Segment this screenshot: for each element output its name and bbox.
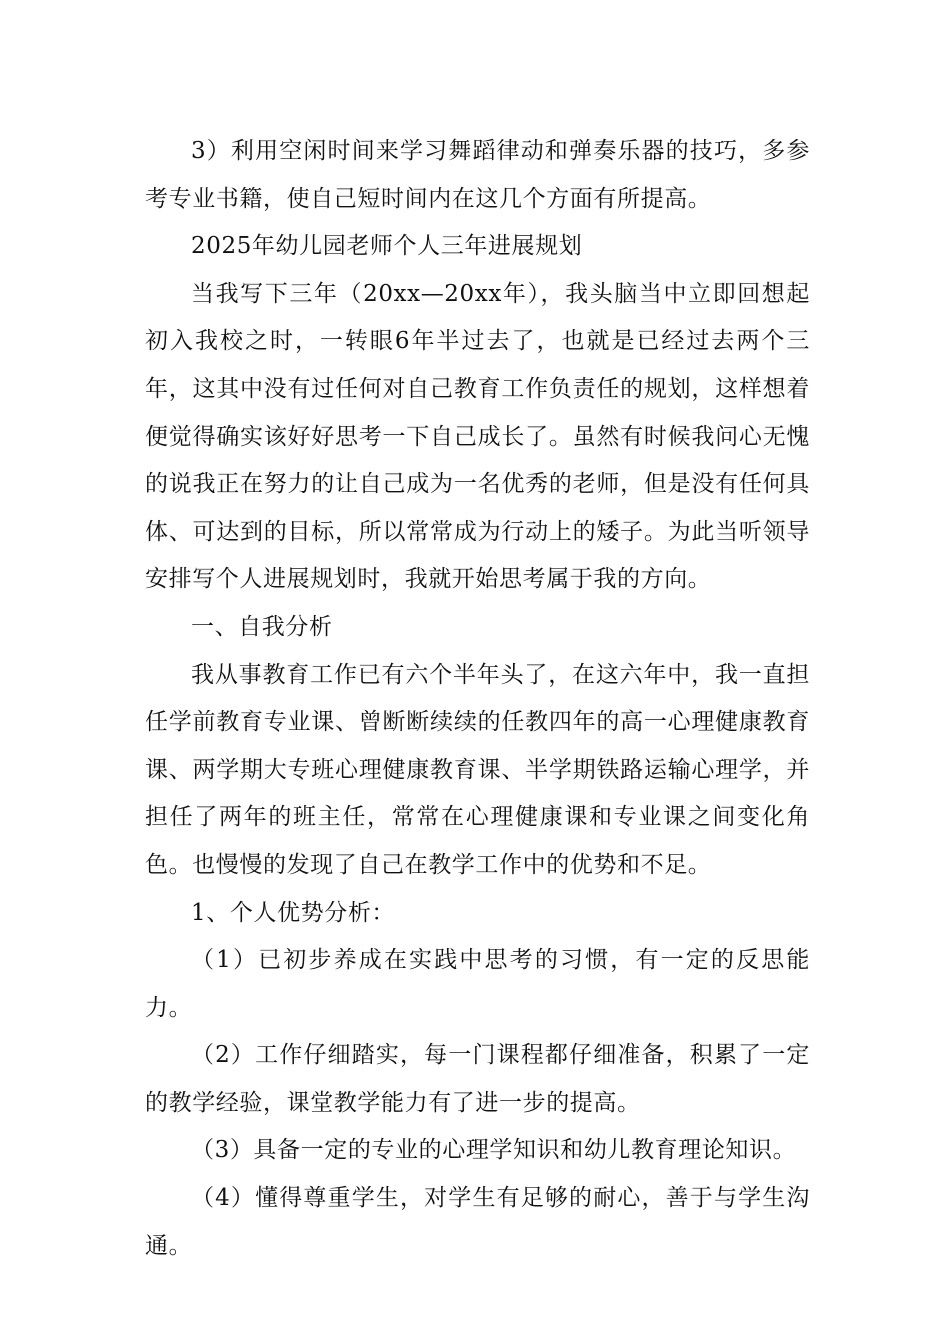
paragraph-introduction: 当我写下三年（20xx—20xx年），我头脑当中立即回想起初入我校之时，一转眼6年半过去了，也就是已经过去两个三年，这其中没有过任何对自己教育工作负责任的规划，这样想着便觉得确实该好好思考一下自己成长了。虽然有时候我问心无愧的说我正在努力的让自己成为一名优秀的老师，但是没有任何具体、可达到的目标，所以常常成为行动上的矮子。为此当听领导安排写个人进展规划时，我就开始思考属于我的方向。	[145, 280, 810, 593]
list-item-strength-3: （3）具备一定的专业的心理学知识和幼儿教育理论知识。	[191, 1137, 797, 1164]
list-item-strength-1: （1）已初步养成在实践中思考的习惯，有一定的反思能力。	[145, 947, 810, 1021]
paragraph-teaching-experience: 我从事教育工作已有六个半年头了，在这六年中，我一直担任学前教育专业课、曾断断续续的任教四年的高一心理健康教育课、两学期大专班心理健康教育课、半学期铁路运输心理学，并担任了两年的班主任，常常在心理健康课和专业课之间变化角色。也慢慢的发现了自己在教学工作中的优势和不足。	[145, 661, 810, 878]
heading-self-analysis: 一、自我分析	[191, 613, 333, 640]
heading-personal-strengths: 1、个人优势分析：	[191, 899, 396, 926]
document-body	[145, 128, 810, 1270]
list-item-strength-2: （2）工作仔细踏实，每一门课程都仔细准备，积累了一定的教学经验，课堂教学能力有了进一步的提高。	[145, 1042, 810, 1116]
section-title: 2025年幼儿园老师个人三年进展规划	[191, 233, 583, 260]
paragraph-skill-improvement: 3）利用空闲时间来学习舞蹈律动和弹奏乐器的技巧，多参考专业书籍，使自己短时间内在这几个方面有所提高。	[145, 138, 810, 212]
list-item-strength-4: （4）懂得尊重学生，对学生有足够的耐心，善于与学生沟通。	[145, 1185, 810, 1259]
